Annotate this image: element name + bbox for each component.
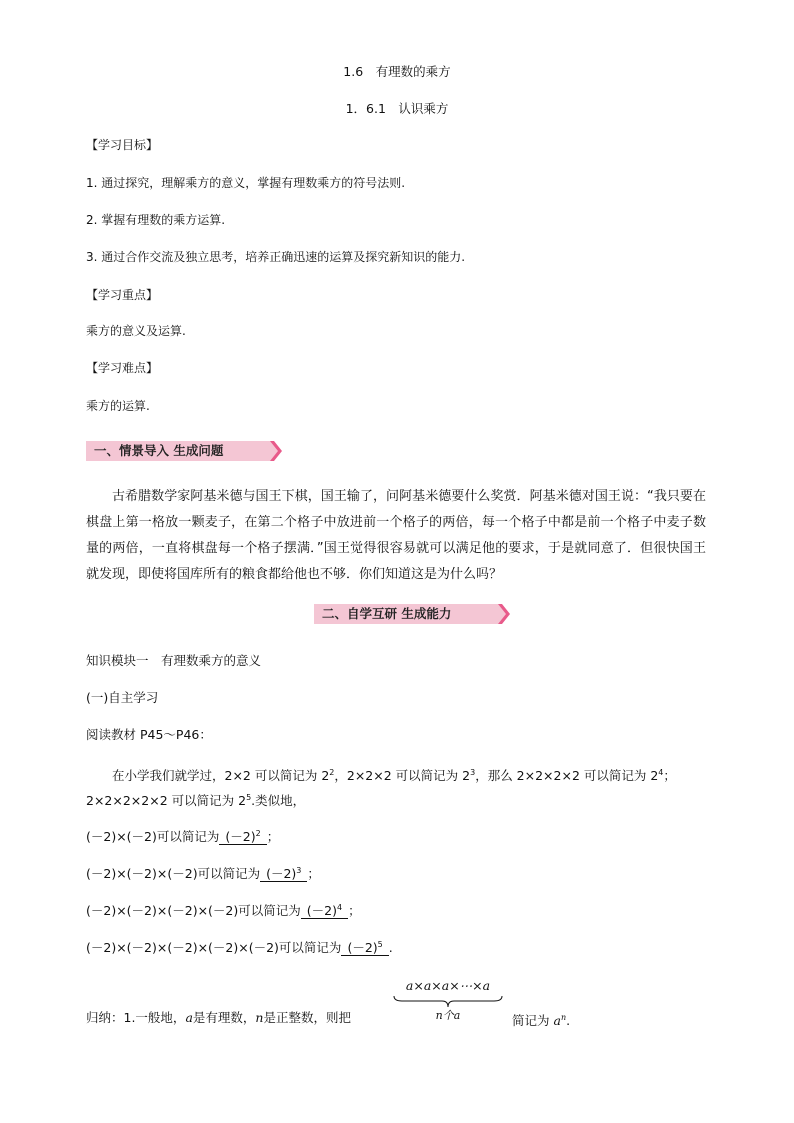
summary-line: 归纳：1.一般地，a是有理数，n是正整数，则把 [86,1010,351,1025]
sub-heading: (一)自主学习 [86,690,159,705]
arrow-tip-icon [492,604,512,624]
key-points-heading: 【学习重点】 [86,288,159,302]
brace-top-expression: a×a×a×⋯×a [405,978,491,993]
exercise-row: (－2)×(－2)可以简记为 $(-2)^2$ ； [86,829,280,844]
exercise-row: (－2)×(－2)×(－2)×(－2)可以简记为 $(-2)^4$ ； [86,903,361,918]
answer-blank: $(-2)^4$ [301,901,348,919]
underbrace-icon [392,995,504,1009]
exercise-row: (－2)×(－2)×(－2)可以简记为 $(-2)^3$ ； [86,866,320,881]
arrow-tip-icon [264,441,284,461]
intro-paragraph [86,484,706,588]
difficult-points-text: 乘方的运算. [86,399,150,413]
answer-blank: $(-2)^5$ [341,938,388,956]
objective-item: 3. 通过合作交流及独立思考，培养正确迅速的运算及探究新知识的能力. [86,250,466,264]
key-points-text: 乘方的意义及运算. [86,324,186,338]
section-tag-label: 二、自学互研 生成能力 [322,606,452,621]
power-intro-line1: 在小学我们就学过，2×2 可以简记为 $2^2$，2×2×2 可以简记为 $2^3$，那么 2×2×2×2 可以简记为 $2^4$； [112,768,676,783]
section-tag-2 [314,604,514,624]
page-subtitle: 1．6.1 认识乘方 [345,101,449,116]
underbrace-expression [392,978,504,1026]
brace-bottom-label: n个a [435,1009,461,1022]
reading-note: 阅读教材 P45～P46： [86,727,212,742]
intro-text: 古希腊数学家阿基米德与国王下棋，国王输了，问阿基米德要什么奖赏．阿基米德对国王说：“我只要在棋盘上第一格放一颗麦子，在第二个格子中放进前一个格子的两倍，每一个格子中都是前一个格子中麦子数量的两倍，一直将棋盘每一个格子摆满．”国王觉得很容易就可以满足他的要求，于是就同意了．但很快国王就发现，即使将国库所有的粮食都给他也不够．你们知道这是为什么吗？ [86,489,706,582]
answer-blank: $(-2)^3$ [260,864,307,882]
power-intro-line2: 2×2×2×2×2 可以简记为 $2^5$.类似地， [86,793,306,808]
page-title: 1.6 有理数的乘方 [343,64,451,79]
section-tag-label: 一、情景导入 生成问题 [94,443,224,458]
exercise-row: (－2)×(－2)×(－2)×(－2)×(－2)可以简记为 $(-2)^5$ . [86,940,393,955]
summary-result: 简记为 $a^n$. [512,1013,571,1028]
objective-item: 2. 掌握有理数的乘方运算. [86,213,226,227]
difficult-points-heading: 【学习难点】 [86,361,159,375]
answer-blank: $(-2)^2$ [219,827,266,845]
section-tag-1 [86,441,286,461]
objective-item: 1. 通过探究，理解乘方的意义，掌握有理数乘方的符号法则. [86,176,406,190]
objectives-heading: 【学习目标】 [86,138,159,152]
module-title: 知识模块一 有理数乘方的意义 [86,653,262,668]
